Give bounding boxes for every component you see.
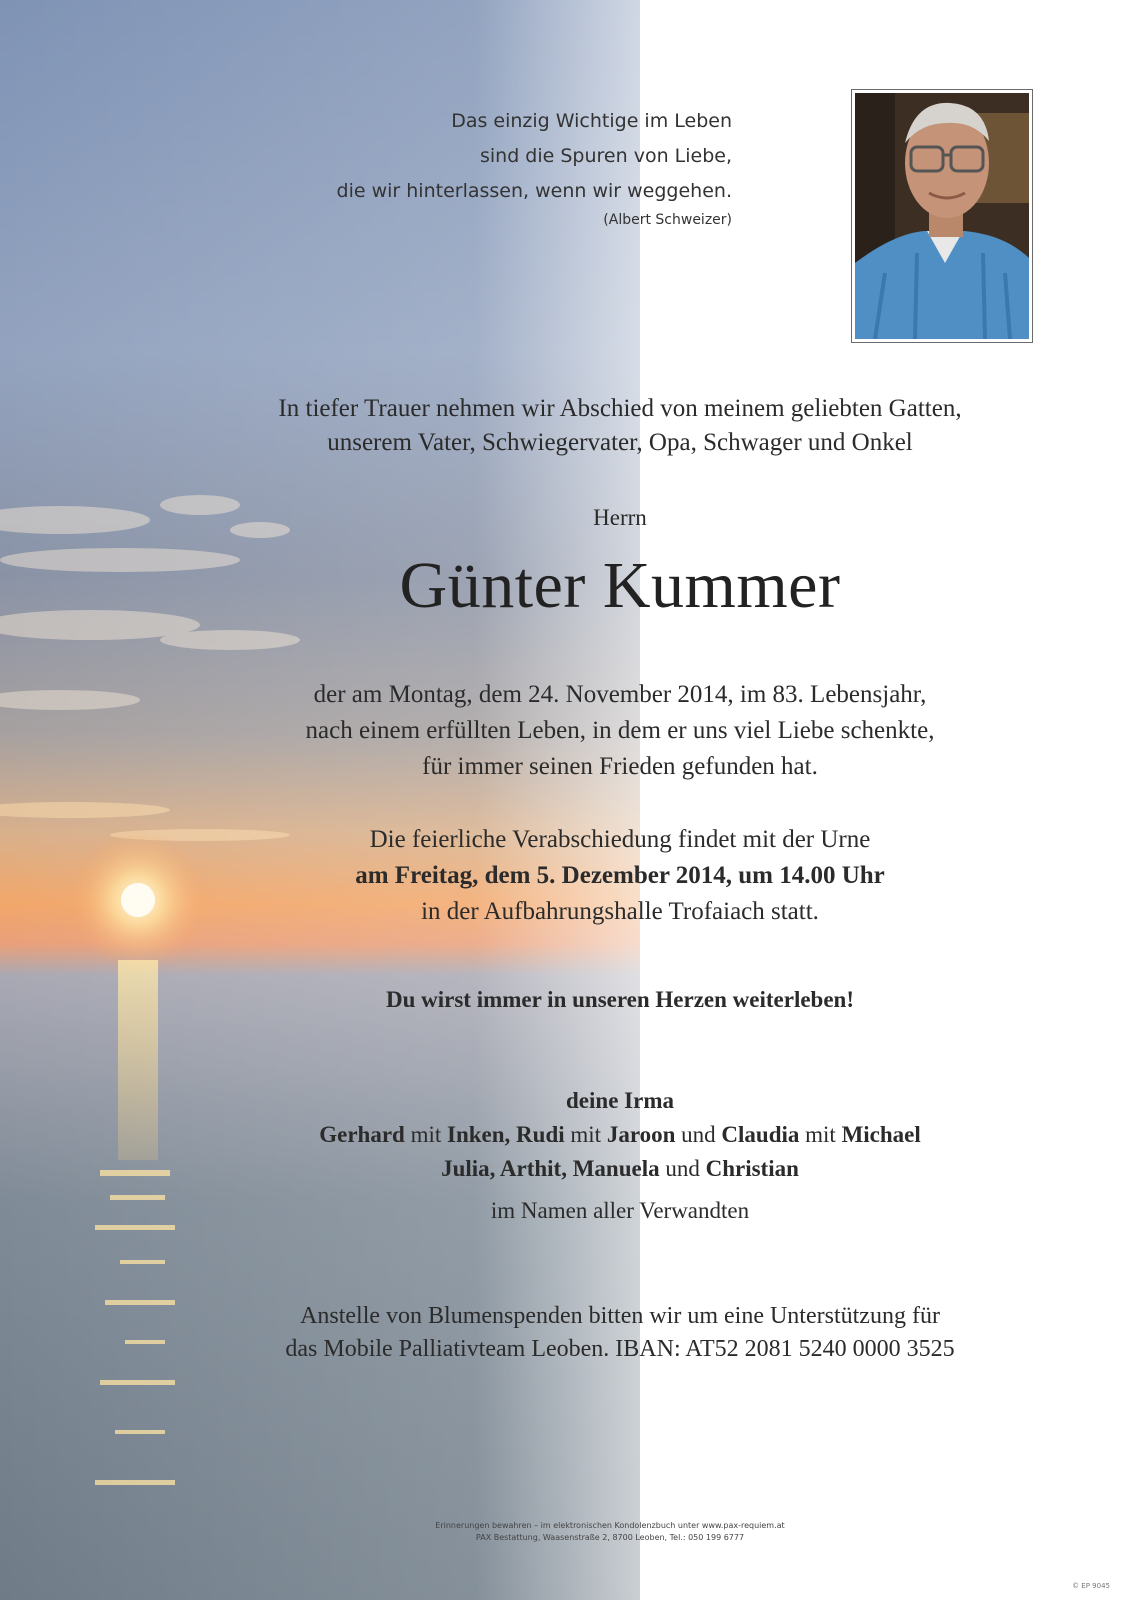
family-connector: mit [799,1122,842,1147]
family-line [220,1152,1020,1186]
family-connector: und [659,1156,706,1181]
relatives-note: im Namen aller Verwandten [490,1198,750,1223]
portrait-photo [851,89,1033,343]
deceased-name: Günter Kummer [399,549,841,622]
donation-request [220,1300,1020,1366]
family-name: Julia, Arthit, Manuela [441,1156,660,1181]
death-notice [220,677,1020,785]
family-name: Claudia [721,1122,800,1147]
family-name: Gerhard [319,1122,405,1147]
quote-line: sind die Spuren von Liebe, [479,145,732,167]
donation-line: das Mobile Palliativteam Leoben. IBAN: AT52 2081 5240 0000 3525 [285,1336,955,1362]
memorial-quote [272,104,732,231]
portrait-image [855,93,1029,339]
intro-line: In tiefer Trauer nehmen wir Abschied von meinem geliebten Gatten, [278,395,962,422]
quote-line: die wir hinterlassen, wenn wir weggehen. [336,180,732,202]
copyright-mark: © EP 9045 [1072,1582,1110,1590]
ceremony-date [220,858,1020,894]
footer-line: PAX Bestattung, Waasenstraße 2, 8700 Leoben, Tel.: 050 199 6777 [475,1533,745,1542]
death-line: der am Montag, dem 24. November 2014, im 83. Lebensjahr, [313,681,927,708]
ceremony-info [220,822,1020,930]
family-line [220,1084,1020,1118]
family-connector: mit [404,1122,448,1147]
footer [330,1520,890,1544]
mourning-intro [220,392,1020,460]
salutation: Herrn [593,505,647,530]
quote-line: Das einzig Wichtige im Leben [451,110,732,132]
family-signatures [220,1084,1020,1186]
motto: Du wirst immer in unseren Herzen weiterleben! [386,987,854,1012]
footer-line: Erinnerungen bewahren – im elektronischen Kondolenzbuch unter www.pax-requiem.at [435,1521,785,1530]
family-connector: mit [564,1122,607,1147]
ceremony-line: Die feierliche Verabschiedung findet mit der Urne [369,826,871,853]
family-name: Christian [705,1156,799,1181]
ceremony-line: in der Aufbahrungshalle Trofaiach statt. [421,898,819,925]
intro-line: unserem Vater, Schwiegervater, Opa, Schwager und Onkel [327,429,913,456]
family-line [220,1118,1020,1152]
death-line: für immer seinen Frieden gefunden hat. [422,753,818,780]
quote-author: (Albert Schweizer) [603,212,732,228]
family-name: Jaroon [606,1122,676,1147]
death-line: nach einem erfüllten Leben, in dem er uns viel Liebe schenkte, [305,717,935,744]
donation-line: Anstelle von Blumenspenden bitten wir um eine Unterstützung für [300,1303,940,1329]
family-name: deine Irma [566,1088,674,1113]
family-connector: und [675,1122,722,1147]
ceremony-date-text: am Freitag, dem 5. Dezember 2014, um 14.00 Uhr [355,862,885,889]
family-name: Michael [841,1122,921,1147]
family-name: Inken, Rudi [447,1122,565,1147]
